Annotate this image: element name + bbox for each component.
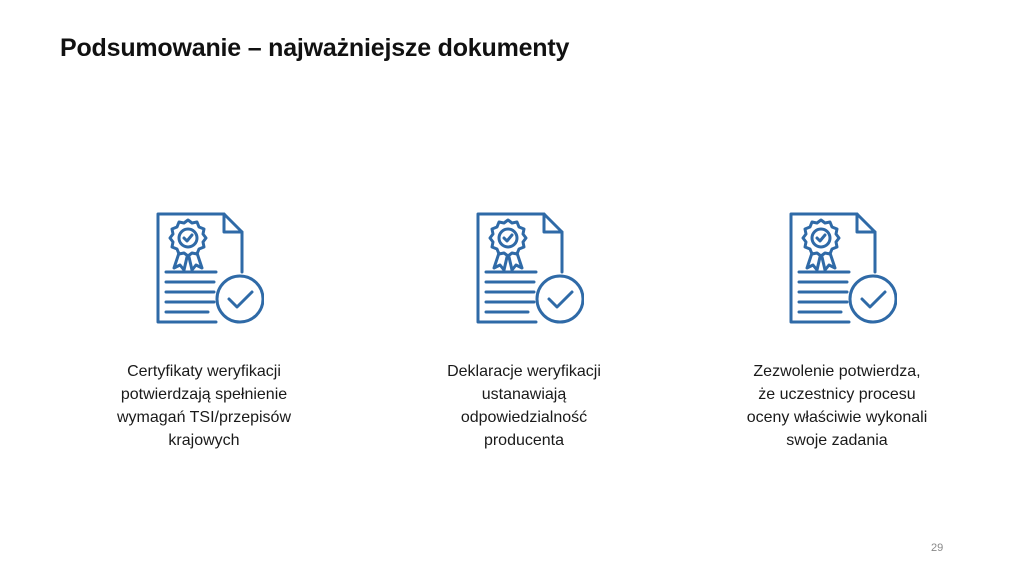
card-caption (117, 360, 291, 452)
certificate-check-icon (144, 205, 264, 330)
caption-line: Certyfikaty weryfikacji (127, 363, 281, 380)
caption-line: że uczestnicy procesu (758, 386, 916, 403)
card-caption (447, 360, 601, 452)
caption-line: ustanawiają (481, 386, 567, 403)
caption-line: wymagań TSI/przepisów (117, 409, 291, 426)
slide-title: Podsumowanie – najważniejsze dokumenty (60, 34, 570, 62)
caption-line: swoje zadania (786, 432, 888, 449)
caption-line: potwierdzają spełnienie (120, 386, 288, 403)
card-authorisation (707, 205, 967, 452)
certificate-check-icon (777, 205, 897, 330)
caption-line: producenta (483, 432, 565, 449)
card-declarations (394, 205, 654, 452)
caption-line: oceny właściwie wykonali (746, 409, 928, 426)
card-certificates (74, 205, 334, 452)
card-caption (747, 360, 928, 452)
certificate-check-icon (464, 205, 584, 330)
caption-line: odpowiedzialność (460, 409, 588, 426)
caption-line: krajowych (168, 432, 240, 449)
page-number: 29 (931, 542, 944, 554)
caption-line: Deklaracje weryfikacji (447, 363, 601, 380)
caption-line: Zezwolenie potwierdza, (753, 363, 921, 380)
